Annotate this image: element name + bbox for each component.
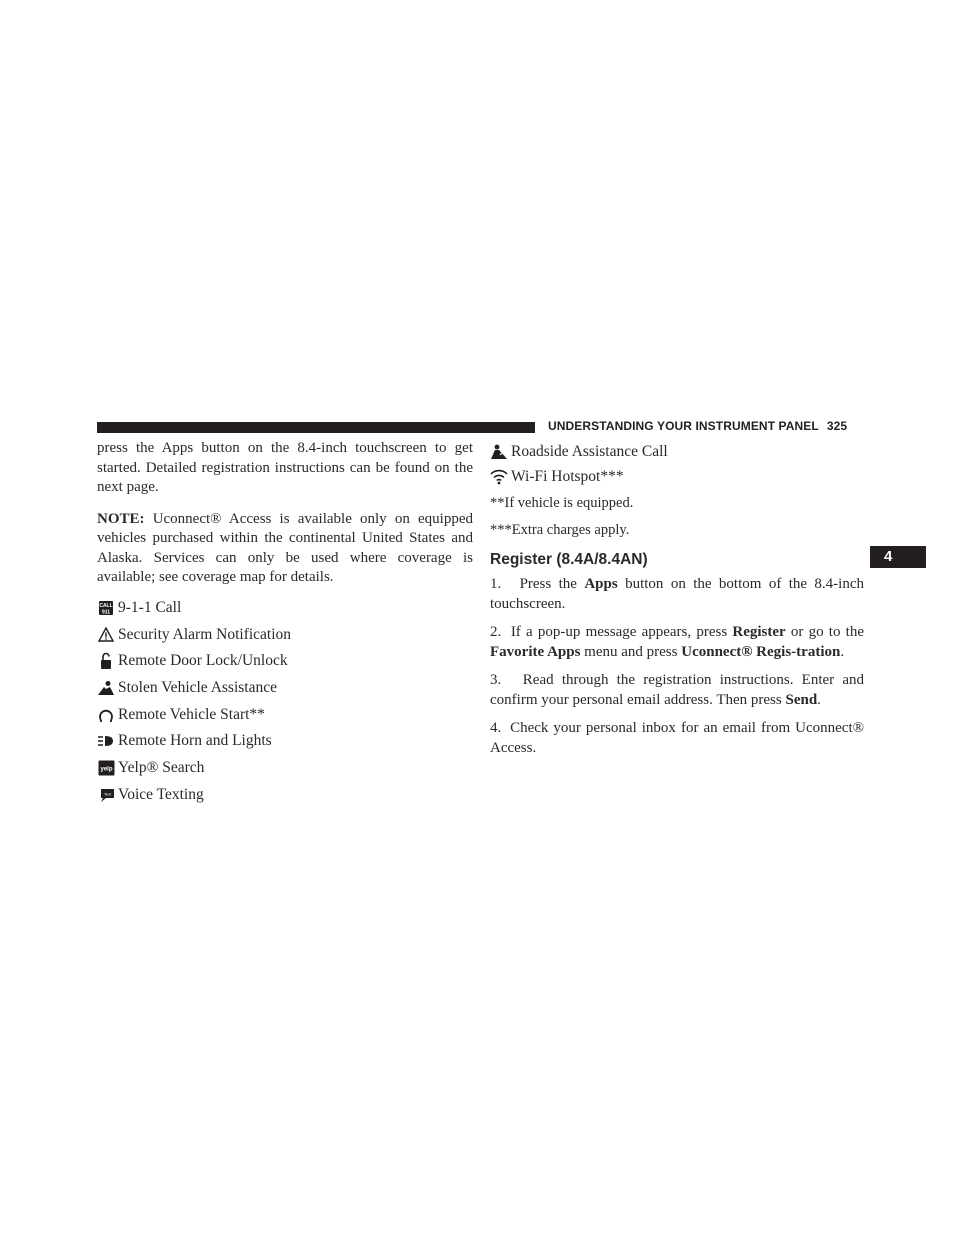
step-number: 1. <box>490 576 502 592</box>
list-item <box>97 648 473 675</box>
list-item <box>490 464 864 489</box>
feature-list-continued <box>490 439 864 489</box>
feature-label: Remote Door Lock/Unlock <box>118 652 288 670</box>
uconnect-registration-term: Uconnect® Regis-tration <box>681 643 841 660</box>
register-term: Register <box>732 624 786 640</box>
feature-label: Voice Texting <box>118 785 204 803</box>
step-item: 1. Press the Apps button on the bottom of the 8.4-inch touchscreen. <box>490 576 864 612</box>
apps-term: Apps <box>584 576 618 592</box>
horn-lights-icon <box>97 732 115 750</box>
roadside-assistance-icon <box>490 443 508 461</box>
feature-label: Remote Vehicle Start** <box>118 705 265 723</box>
svg-text:CALL: CALL <box>99 602 113 609</box>
list-item <box>97 728 473 755</box>
svg-text:911: 911 <box>101 609 111 616</box>
feature-label: Yelp® Search <box>118 758 205 776</box>
page-number: 325 <box>826 419 848 433</box>
footnote-equipped: **If vehicle is equipped. <box>490 495 634 511</box>
register-heading: Register (8.4A/8.4AN) <box>490 551 648 568</box>
feature-label: Stolen Vehicle Assistance <box>118 678 277 696</box>
list-item <box>97 755 473 782</box>
section-title: UNDERSTANDING YOUR INSTRUMENT PANEL <box>548 419 819 433</box>
remote-start-icon <box>97 706 115 724</box>
left-column <box>97 439 473 808</box>
feature-label: Security Alarm Notification <box>118 625 292 643</box>
step-item: 4. Check your personal inbox for an email from Uconnect® Access. <box>490 720 865 756</box>
list-item <box>97 675 473 702</box>
svg-text:Text: Text <box>103 791 111 797</box>
list-item <box>490 439 864 464</box>
running-header <box>548 419 868 437</box>
voice-text-icon <box>97 786 115 804</box>
feature-label: 9-1-1 Call <box>118 598 182 616</box>
stolen-vehicle-icon <box>97 679 115 697</box>
call-911-icon <box>97 599 115 617</box>
security-alarm-icon <box>97 626 115 644</box>
favorite-apps-term: Favorite Apps <box>490 643 581 660</box>
header-rule <box>97 422 535 433</box>
svg-text:yelp: yelp <box>99 766 113 773</box>
feature-list <box>97 595 473 809</box>
list-item <box>97 621 473 648</box>
register-steps <box>490 575 864 758</box>
door-lock-icon <box>97 652 115 670</box>
step-number: 3. <box>490 672 502 688</box>
note-text: Uconnect® Access is available only on equipped vehicles purchased within the continental United States and Alaska. Services can only be used where coverage is available; see coverage map for details. <box>97 510 474 585</box>
step-item: 2. If a pop-up message appears, press Register or go to the Favorite Apps menu and press Uconnect® Regis-tration. <box>490 624 864 660</box>
yelp-icon <box>97 759 115 777</box>
feature-label: Wi-Fi Hotspot*** <box>511 467 624 485</box>
note-label: NOTE: <box>97 510 145 527</box>
note-paragraph <box>97 510 473 588</box>
chapter-tab: 4 <box>870 546 926 568</box>
step-number: 4. <box>490 720 502 736</box>
right-column <box>490 439 864 758</box>
feature-label: Remote Horn and Lights <box>118 732 272 750</box>
feature-label: Roadside Assistance Call <box>511 442 668 460</box>
intro-paragraph: press the Apps button on the 8.4-inch touchscreen to get started. Detailed registration instructions can be found on the next page. <box>97 440 473 495</box>
footnote-charges: ***Extra charges apply. <box>490 522 630 538</box>
list-item <box>97 781 473 808</box>
step-item: 3. Read through the registration instructions. Enter and confirm your personal email address. Then press Send. <box>490 672 864 708</box>
list-item <box>97 595 473 622</box>
list-item <box>97 701 473 728</box>
step-number: 2. <box>490 624 502 640</box>
send-term: Send <box>785 691 818 708</box>
wifi-icon <box>490 468 508 486</box>
